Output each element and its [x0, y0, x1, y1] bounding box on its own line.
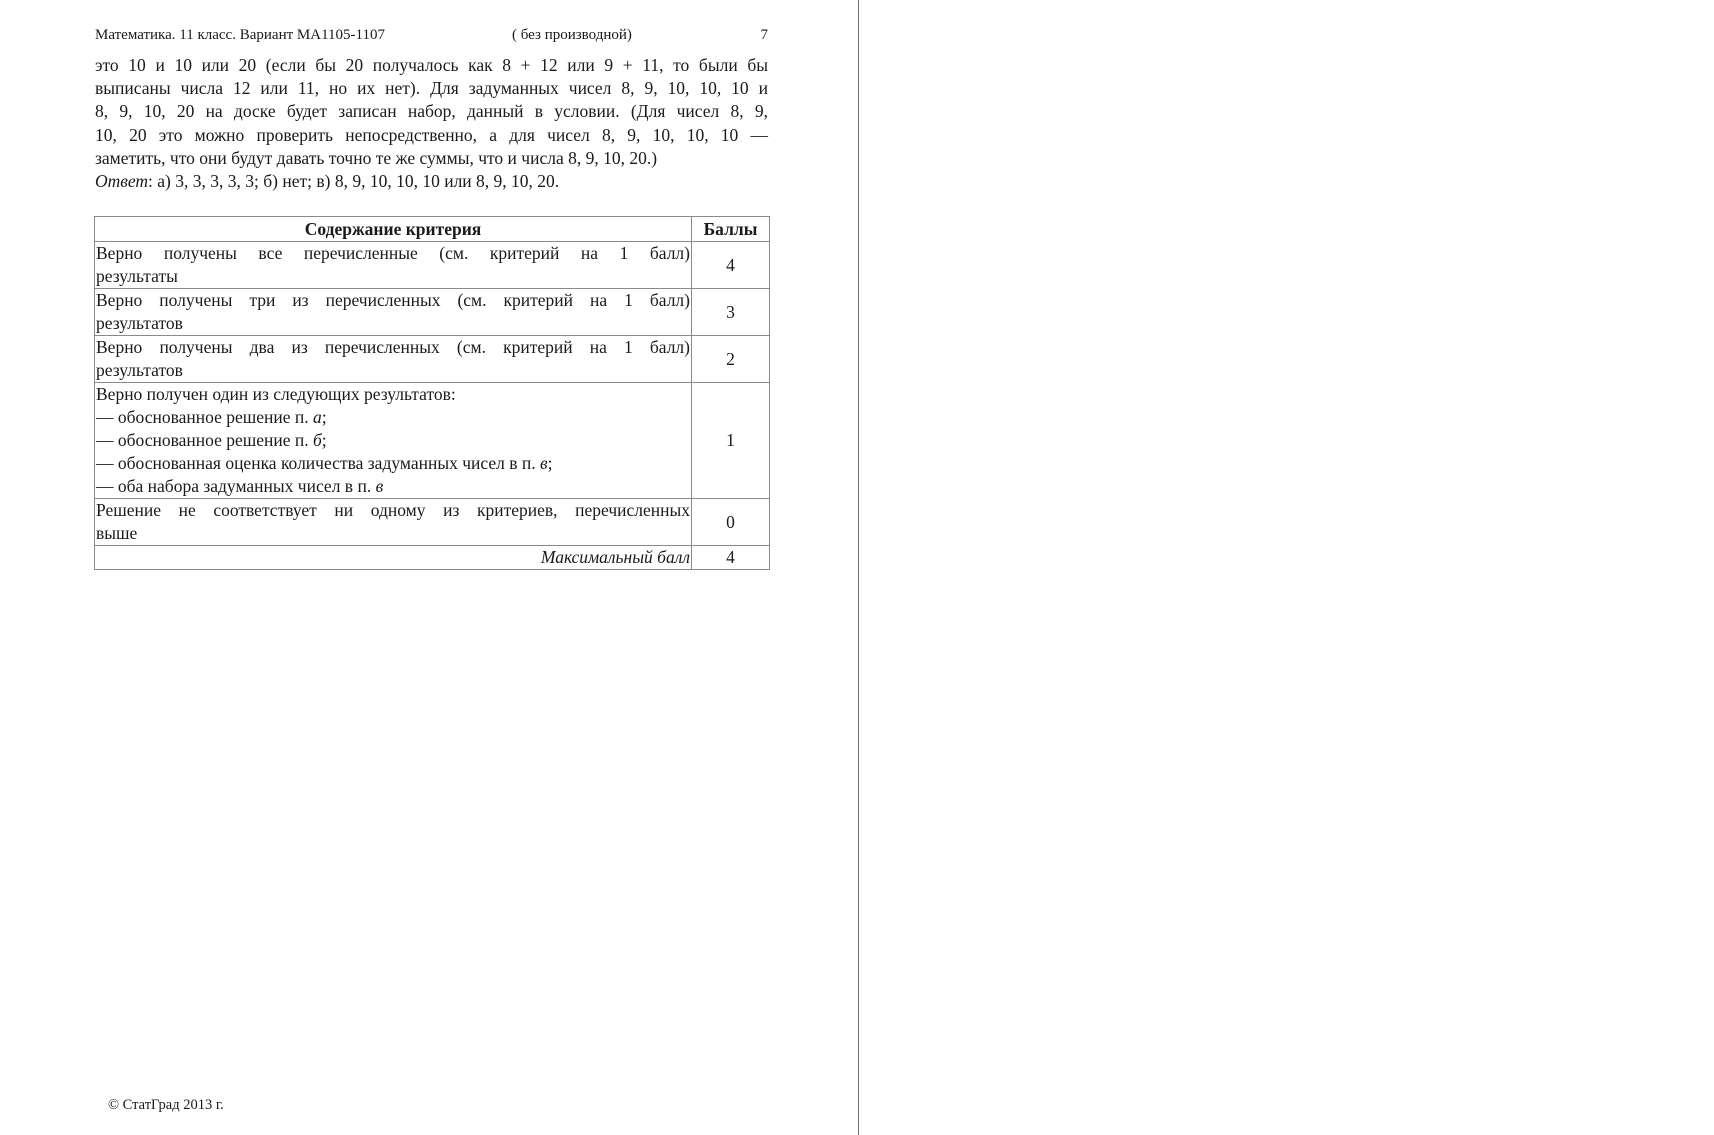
item-text: — обоснованная оценка количества задуманных чисел в п. — [96, 453, 540, 473]
criterion-line: Верно получены два из перечисленных (см. критерий на 1 балл) — [96, 337, 690, 357]
answer-line — [95, 170, 768, 193]
criterion-line: результатов — [96, 360, 183, 380]
criterion-line: Верно получены все перечисленные (см. критерий на 1 балл) — [96, 243, 690, 263]
text-line: 8, 9, 10, 20 на доске будет записан набор, данный в условии. (Для чисел 8, 9, — [95, 101, 768, 122]
criterion-cell — [95, 242, 692, 289]
criterion-item — [96, 475, 690, 498]
criterion-item — [96, 406, 690, 429]
criterion-line: результатов — [96, 313, 183, 333]
criterion-line: результаты — [96, 266, 178, 286]
item-variable: в — [375, 476, 384, 496]
points-cell: 3 — [692, 289, 770, 336]
text-line: это 10 и 10 или 20 (если бы 20 получалось как 8 + 12 или 9 + 11, то были бы — [95, 55, 768, 75]
table-row — [95, 499, 770, 546]
item-text: — обоснованное решение п. — [96, 407, 313, 427]
criterion-cell — [95, 336, 692, 383]
max-score-label: Максимальный балл — [95, 546, 692, 570]
running-header — [95, 27, 768, 47]
table-max-row — [95, 546, 770, 570]
criteria-table — [94, 216, 770, 570]
answer-label: Ответ — [95, 171, 149, 192]
item-text: — оба набора задуманных чисел в п. — [96, 476, 376, 496]
criterion-cell — [95, 289, 692, 336]
header-subject: Математика. 11 класс. Вариант МА1105-1107 — [95, 27, 385, 43]
text-line: 10, 20 это можно проверить непосредственно, а для чисел 8, 9, 10, 10, 10 — — [95, 124, 768, 145]
criterion-line: выше — [96, 523, 138, 543]
item-text: — обоснованное решение п. — [96, 430, 313, 450]
points-cell: 2 — [692, 336, 770, 383]
item-variable: а — [312, 407, 322, 427]
criterion-line: Верно получены три из перечисленных (см. критерий на 1 балл) — [96, 290, 690, 310]
points-cell: 0 — [692, 499, 770, 546]
table-row — [95, 336, 770, 383]
table-row — [95, 383, 770, 499]
item-punct: ; — [547, 453, 553, 473]
criterion-line: Верно получен один из следующих результатов: — [96, 384, 456, 404]
copyright-footer: © СтатГрад 2013 г. — [108, 1097, 224, 1113]
criterion-item — [96, 452, 690, 475]
criterion-line: Решение не соответствует ни одному из критериев, перечисленных — [96, 500, 690, 520]
page-right-blank — [859, 0, 1714, 1135]
criterion-cell — [95, 499, 692, 546]
item-punct: ; — [321, 407, 327, 427]
table-row — [95, 289, 770, 336]
item-variable: б — [312, 430, 322, 450]
points-cell: 4 — [692, 242, 770, 289]
item-variable: в — [540, 453, 548, 473]
answer-text: : а) 3, 3, 3, 3, 3; б) нет; в) 8, 9, 10, 10, 10 или 8, 9, 10, 20. — [148, 171, 560, 192]
criterion-item — [96, 429, 690, 452]
points-cell: 1 — [692, 383, 770, 499]
criterion-cell — [95, 383, 692, 499]
criteria-column-header: Содержание критерия — [95, 217, 692, 242]
table-header-row — [95, 217, 770, 242]
page-number: 7 — [760, 27, 768, 43]
text-line: заметить, что они будут давать точно те же суммы, что и числа 8, 9, 10, 20.) — [95, 147, 658, 168]
solution-text — [95, 54, 768, 193]
header-note: ( без производной) — [512, 27, 632, 43]
points-column-header: Баллы — [692, 217, 770, 242]
table-row — [95, 242, 770, 289]
item-punct: ; — [321, 430, 327, 450]
text-line: выписаны числа 12 или 11, но их нет). Для задуманных чисел 8, 9, 10, 10, 10 и — [95, 78, 768, 99]
max-score-value: 4 — [692, 546, 770, 570]
